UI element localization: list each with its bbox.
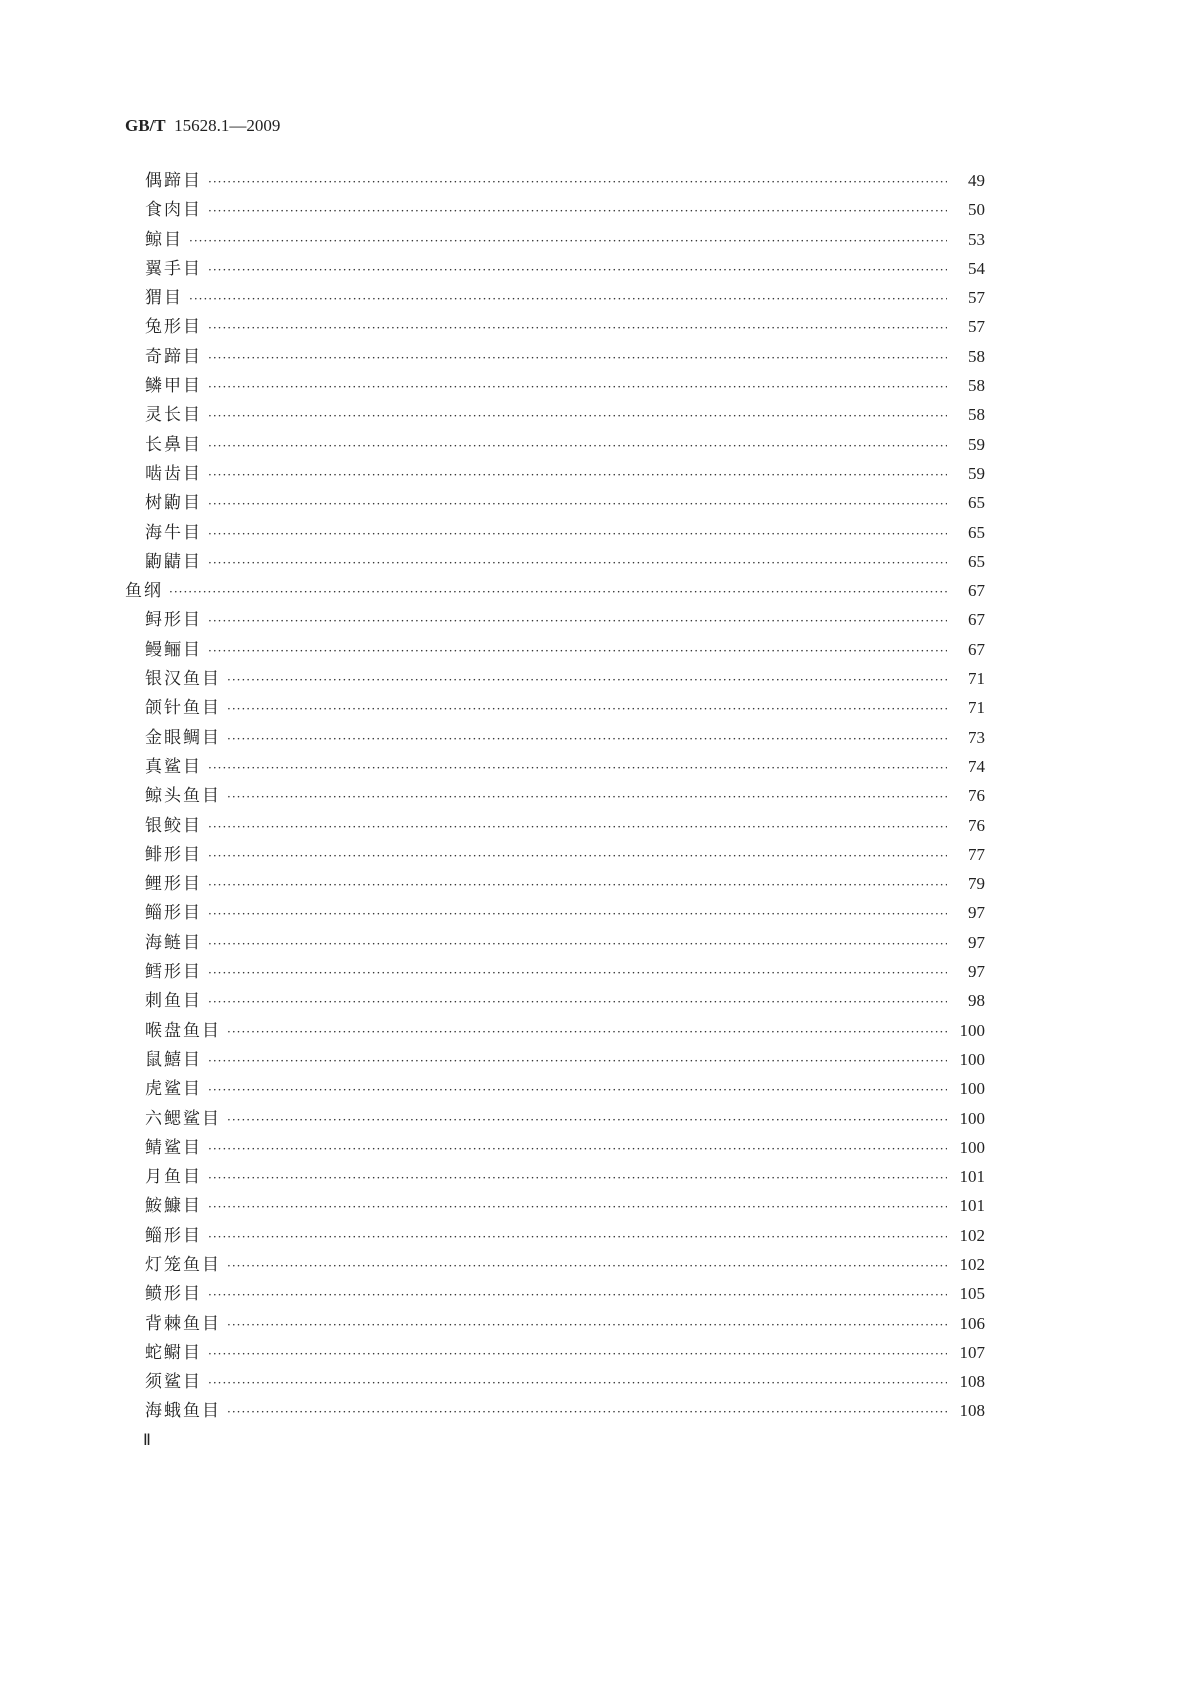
dot-leader bbox=[208, 344, 947, 373]
standard-prefix: GB/T bbox=[125, 116, 166, 135]
toc-entry-page: 73 bbox=[968, 727, 985, 747]
dot-leader bbox=[208, 197, 947, 226]
toc-entry[interactable] bbox=[125, 1221, 985, 1250]
toc-entry-label: 偶蹄目 bbox=[145, 171, 202, 191]
toc-entry-page: 58 bbox=[968, 346, 985, 366]
toc-entry[interactable] bbox=[125, 166, 985, 195]
toc-entry[interactable] bbox=[125, 1279, 985, 1308]
toc-entry[interactable] bbox=[125, 781, 985, 810]
toc-entry[interactable] bbox=[125, 1016, 985, 1045]
toc-entry-page: 100 bbox=[959, 1079, 985, 1099]
dot-leader bbox=[208, 168, 947, 197]
toc-entry-label: 树鼩目 bbox=[145, 493, 202, 514]
toc-entry[interactable] bbox=[125, 459, 985, 488]
dot-leader bbox=[189, 285, 947, 314]
toc-entry-page: 100 bbox=[959, 1108, 985, 1128]
dot-leader bbox=[227, 1398, 947, 1427]
toc-entry-page: 97 bbox=[968, 962, 985, 982]
dot-leader bbox=[227, 1252, 947, 1281]
toc-entry-page: 77 bbox=[968, 844, 985, 864]
toc-entry-page: 65 bbox=[968, 493, 985, 513]
toc-entry-label: 银汉鱼目 bbox=[145, 669, 221, 690]
toc-entry[interactable] bbox=[125, 1074, 985, 1103]
toc-entry-label: 背棘鱼目 bbox=[145, 1313, 221, 1334]
toc-entry[interactable] bbox=[125, 752, 985, 781]
dot-leader bbox=[208, 432, 947, 461]
toc-entry-page: 57 bbox=[968, 288, 985, 308]
toc-entry[interactable] bbox=[125, 1250, 985, 1279]
toc-entry[interactable] bbox=[125, 664, 985, 693]
toc-entry-label: 奇蹄目 bbox=[145, 346, 202, 367]
dot-leader bbox=[208, 1223, 947, 1252]
toc-entry[interactable] bbox=[125, 605, 985, 634]
toc-entry[interactable] bbox=[125, 1367, 985, 1396]
toc-entry-label: 鼩鼱目 bbox=[145, 551, 202, 572]
dot-leader bbox=[227, 695, 947, 724]
document-header bbox=[125, 116, 280, 136]
toc-entry-label: 啮齿目 bbox=[145, 463, 202, 484]
toc-entry-label: 刺鱼目 bbox=[145, 991, 202, 1012]
toc-entry[interactable] bbox=[125, 1162, 985, 1191]
table-of-contents bbox=[125, 166, 985, 1426]
toc-entry-page: 54 bbox=[968, 258, 985, 278]
toc-entry-page: 50 bbox=[968, 200, 985, 220]
toc-entry[interactable] bbox=[125, 342, 985, 371]
toc-entry-page: 67 bbox=[968, 610, 985, 630]
toc-entry-page: 59 bbox=[968, 463, 985, 483]
toc-entry-page: 98 bbox=[968, 991, 985, 1011]
toc-entry-page: 76 bbox=[968, 786, 985, 806]
toc-entry-page: 97 bbox=[968, 932, 985, 952]
dot-leader bbox=[208, 314, 947, 343]
toc-entry[interactable] bbox=[125, 195, 985, 224]
toc-entry-label: 海蛾鱼目 bbox=[145, 1401, 221, 1422]
dot-leader bbox=[208, 1340, 947, 1369]
toc-entry-page: 65 bbox=[968, 522, 985, 542]
toc-entry[interactable] bbox=[125, 488, 985, 517]
standard-number: 15628.1—2009 bbox=[174, 116, 281, 135]
toc-entry-label: 海牛目 bbox=[145, 522, 202, 543]
toc-entry[interactable] bbox=[125, 928, 985, 957]
toc-entry-label: 海鲢目 bbox=[145, 932, 202, 953]
toc-entry[interactable] bbox=[125, 547, 985, 576]
dot-leader bbox=[208, 754, 947, 783]
toc-entry-page: 105 bbox=[959, 1284, 985, 1304]
toc-entry[interactable] bbox=[125, 283, 985, 312]
toc-entry[interactable] bbox=[125, 371, 985, 400]
toc-entry-label: 鲱形目 bbox=[145, 844, 202, 865]
toc-entry-page: 108 bbox=[959, 1401, 985, 1421]
toc-entry-page: 108 bbox=[959, 1372, 985, 1392]
toc-entry[interactable] bbox=[125, 898, 985, 927]
toc-entry-label: 鲤形目 bbox=[145, 874, 202, 895]
toc-entry-page: 100 bbox=[959, 1049, 985, 1069]
toc-entry-label: 六鳃鲨目 bbox=[145, 1108, 221, 1129]
toc-entry-page: 53 bbox=[968, 229, 985, 249]
dot-leader bbox=[208, 1164, 947, 1193]
toc-entry-label: 猬目 bbox=[145, 288, 183, 309]
dot-leader bbox=[227, 1018, 947, 1047]
toc-entry-page: 67 bbox=[968, 581, 985, 601]
toc-entry-label: 鲻形目 bbox=[145, 1225, 202, 1246]
toc-entry-label: 喉盘鱼目 bbox=[145, 1020, 221, 1041]
toc-entry[interactable] bbox=[125, 1338, 985, 1367]
toc-entry-label: 鮟鱇目 bbox=[145, 1196, 202, 1217]
toc-entry[interactable] bbox=[125, 1045, 985, 1074]
dot-leader bbox=[208, 461, 947, 490]
toc-entry-label: 食肉目 bbox=[145, 200, 202, 221]
dot-leader bbox=[189, 227, 947, 256]
dot-leader bbox=[208, 1076, 947, 1105]
toc-entry-label: 鲻形目 bbox=[145, 903, 202, 924]
toc-entry-page: 49 bbox=[968, 171, 985, 190]
dot-leader bbox=[208, 402, 947, 431]
toc-entry-label: 蛇鳚目 bbox=[145, 1342, 202, 1363]
toc-entry-page: 65 bbox=[968, 551, 985, 571]
toc-entry-label: 翼手目 bbox=[145, 258, 202, 279]
dot-leader bbox=[208, 988, 947, 1017]
dot-leader bbox=[208, 1193, 947, 1222]
dot-leader bbox=[208, 1135, 947, 1164]
toc-entry[interactable] bbox=[125, 693, 985, 722]
dot-leader bbox=[208, 373, 947, 402]
toc-entry-page: 74 bbox=[968, 756, 985, 776]
dot-leader bbox=[208, 842, 947, 871]
dot-leader bbox=[208, 490, 947, 519]
toc-entry-page: 107 bbox=[959, 1342, 985, 1362]
toc-entry-label: 鳞甲目 bbox=[145, 376, 202, 397]
toc-entry-label: 颌针鱼目 bbox=[145, 698, 221, 719]
toc-entry-label: 金眼鲷目 bbox=[145, 727, 221, 748]
page-number: Ⅱ bbox=[143, 1432, 151, 1449]
dot-leader bbox=[227, 1311, 947, 1340]
toc-entry-label: 鲸头鱼目 bbox=[145, 786, 221, 807]
toc-entry[interactable] bbox=[125, 225, 985, 254]
toc-entry-page: 100 bbox=[959, 1020, 985, 1040]
toc-entry[interactable] bbox=[125, 312, 985, 341]
toc-entry-page: 97 bbox=[968, 903, 985, 923]
toc-entry-label: 鲼形目 bbox=[145, 1284, 202, 1305]
dot-leader bbox=[227, 725, 947, 754]
toc-entry[interactable] bbox=[125, 400, 985, 429]
toc-entry-page: 76 bbox=[968, 815, 985, 835]
toc-entry-label: 兔形目 bbox=[145, 317, 202, 338]
toc-entry-label: 虎鲨目 bbox=[145, 1079, 202, 1100]
toc-entry[interactable] bbox=[125, 1396, 985, 1425]
toc-entry-page: 67 bbox=[968, 639, 985, 659]
dot-leader bbox=[208, 607, 947, 636]
toc-entry-label: 鼠鱚目 bbox=[145, 1049, 202, 1070]
toc-entry-label: 鲸目 bbox=[145, 229, 183, 250]
toc-entry-label: 鳗鲡目 bbox=[145, 639, 202, 660]
toc-entry-page: 102 bbox=[959, 1254, 985, 1274]
dot-leader bbox=[208, 1369, 947, 1398]
toc-entry-label: 灵长目 bbox=[145, 405, 202, 426]
toc-entry-label: 鲭鲨目 bbox=[145, 1137, 202, 1158]
toc-entry-page: 102 bbox=[959, 1225, 985, 1245]
toc-entry[interactable] bbox=[125, 1191, 985, 1220]
toc-entry-page: 100 bbox=[959, 1137, 985, 1157]
dot-leader bbox=[208, 637, 947, 666]
toc-entry-label: 须鲨目 bbox=[145, 1372, 202, 1393]
dot-leader bbox=[208, 813, 947, 842]
toc-entry-page: 79 bbox=[968, 874, 985, 894]
dot-leader bbox=[227, 1106, 947, 1135]
toc-entry-label: 鲟形目 bbox=[145, 610, 202, 631]
toc-entry[interactable] bbox=[125, 254, 985, 283]
toc-entry-label: 灯笼鱼目 bbox=[145, 1254, 221, 1275]
toc-entry[interactable] bbox=[125, 1309, 985, 1338]
toc-entry-label: 银鲛目 bbox=[145, 815, 202, 836]
toc-entry-label: 鳕形目 bbox=[145, 962, 202, 983]
dot-leader bbox=[208, 549, 947, 578]
dot-leader bbox=[208, 1281, 947, 1310]
toc-entry-label: 长鼻目 bbox=[145, 434, 202, 455]
toc-entry-page: 58 bbox=[968, 376, 985, 396]
toc-entry[interactable] bbox=[125, 576, 985, 605]
toc-entry[interactable] bbox=[125, 1133, 985, 1162]
toc-entry[interactable] bbox=[125, 811, 985, 840]
toc-entry-page: 58 bbox=[968, 405, 985, 425]
toc-entry[interactable] bbox=[125, 518, 985, 547]
toc-entry[interactable] bbox=[125, 840, 985, 869]
toc-entry[interactable] bbox=[125, 1104, 985, 1133]
toc-entry[interactable] bbox=[125, 957, 985, 986]
dot-leader bbox=[208, 930, 947, 959]
toc-entry[interactable] bbox=[125, 986, 985, 1015]
toc-entry-page: 101 bbox=[959, 1167, 985, 1187]
dot-leader bbox=[227, 783, 947, 812]
toc-entry-page: 59 bbox=[968, 434, 985, 454]
toc-entry[interactable] bbox=[125, 635, 985, 664]
dot-leader bbox=[208, 959, 947, 988]
dot-leader bbox=[208, 520, 947, 549]
dot-leader bbox=[208, 256, 947, 285]
dot-leader bbox=[227, 666, 947, 695]
toc-entry[interactable] bbox=[125, 723, 985, 752]
dot-leader bbox=[208, 871, 947, 900]
dot-leader bbox=[169, 578, 947, 607]
toc-entry-page: 71 bbox=[968, 698, 985, 718]
toc-entry-page: 101 bbox=[959, 1196, 985, 1216]
toc-entry-page: 71 bbox=[968, 669, 985, 689]
toc-entry-page: 57 bbox=[968, 317, 985, 337]
toc-entry-page: 106 bbox=[959, 1313, 985, 1333]
toc-entry-label: 月鱼目 bbox=[145, 1167, 202, 1188]
toc-entry[interactable] bbox=[125, 869, 985, 898]
dot-leader bbox=[208, 900, 947, 929]
toc-entry[interactable] bbox=[125, 430, 985, 459]
toc-entry-label: 鱼纲 bbox=[125, 581, 163, 602]
toc-entry-label: 真鲨目 bbox=[145, 756, 202, 777]
dot-leader bbox=[208, 1047, 947, 1076]
